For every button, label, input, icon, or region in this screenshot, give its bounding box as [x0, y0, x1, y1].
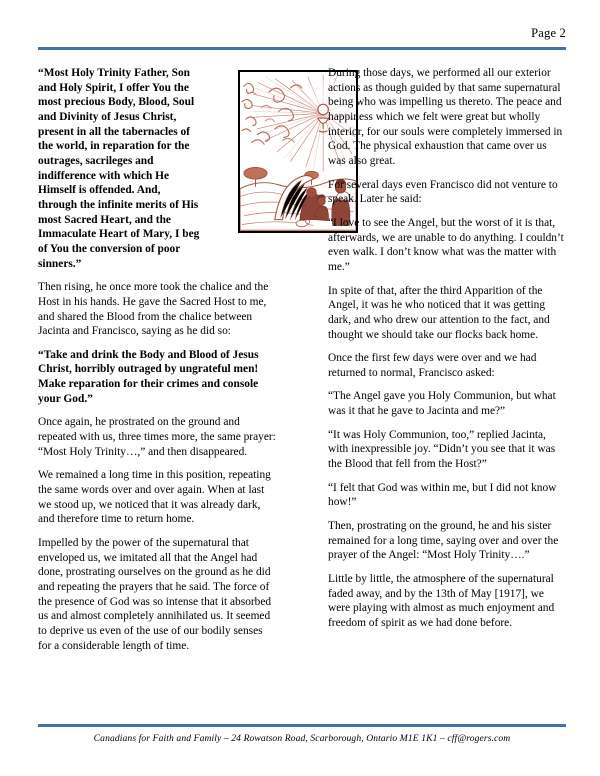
paragraph-take-and-drink: “Take and drink the Body and Blood of Jesus Christ, horribly outraged by ungrateful men! Make reparation for their crimes and console your God.” — [38, 348, 259, 405]
paragraph-it-was-holy-communion: “It was Holy Communion, too,” replied Jacinta, with inexpressible joy. “Didn’t you see that it was the Blood that fell from the Host?” — [328, 428, 556, 471]
page-header — [38, 26, 566, 54]
paragraph-the-angel-gave-you: “The Angel gave you Holy Communion, but what was it that he gave to Jacinta and me?” — [328, 390, 556, 418]
paragraph-for-several-days: For several days even Francisco did not venture to speak. Later he said: — [328, 178, 558, 206]
paragraph-little-by-little: Little by little, the atmosphere of the supernatural faded away, and by the 13th of May [1917], we were playing with almost as much enjoyment and freedom of spirit as we had done before. — [328, 573, 555, 629]
paragraph-we-remained: We remained a long time in this position, repeating the same words over and over again. When at last we stood up, we noticed that it was already dark, and therefore time to return home. — [38, 469, 271, 526]
footer-rule — [38, 724, 566, 727]
header-rule — [38, 47, 566, 50]
right-text-column — [328, 66, 566, 640]
paragraph-i-love-to-see: “I love to see the Angel, but the worst of it is that, afterwards, we are unable to do anything. I couldn’t even walk. I don’t know what was the matter with me.” — [328, 216, 564, 273]
page-body — [38, 66, 566, 710]
paragraph-then-rising: Then rising, he once more took the chalice and the Host in his hands. He gave the Sacred Host to me, and shared the Blood from the chalice between Jacinta and Francisco, saying as he did so: — [38, 281, 269, 338]
page-number: Page 2 — [531, 26, 566, 40]
paragraph-i-felt-that-god: “I felt that God was within me, but I did not know how!” — [328, 481, 557, 509]
paragraph-once-first-few-days: Once the first few days were over and we had returned to normal, Francisco asked: — [328, 352, 537, 379]
paragraph-in-spite-of-that: In spite of that, after the third Apparition of the Angel, it was he who noticed that it was getting dark, and who drew our attention to the fact, and thought we should take our flocks back home. — [328, 284, 550, 341]
paragraph-during-those-days: During those days, we performed all our exterior actions as though guided by that same supernatural being who was impelling us thereto. The peace and happiness which we felt were great but wholly interior, for our souls were completely immersed in God. The physical exhaustion that came over us was also great. — [328, 67, 563, 167]
paragraph-impelled-by-power: Impelled by the power of the supernatural that enveloped us, we imitated all that the Angel had done, prostrating ourselves on the ground as he did and repeating the prayers that he said. The force of the presence of God was so intense that it absorbed us and almost completely annihilated us. It seemed to deprive us even of the use of our bodily senses for a considerable length of time. — [38, 537, 272, 652]
left-text-column — [38, 66, 276, 662]
footer-contact-line: Canadians for Faith and Family – 24 Rowatson Road, Scarborough, Ontario M1E 1K1 – cff@rogers.com — [93, 733, 511, 744]
paragraph-prayer-trinity: “Most Holy Trinity Father, Son and Holy Spirit, I offer You the most precious Body, Blood, Soul and Divinity of Jesus Christ, present in all the tabernacles of the world, in reparation for the outrages, sacrileges and indifference with which He Himself is offended. And, through the infinite merits of His most Sacred Heart, and the Immaculate Heart of Mary, I beg of You the conversion of poor sinners.” — [38, 67, 200, 270]
paragraph-then-prostrating: Then, prostrating on the ground, he and his sister remained for a long time, saying over and over the prayer of the Angel: “Most Holy Trinity….” — [328, 520, 559, 562]
paragraph-once-again: Once again, he prostrated on the ground and repeated with us, three times more, the same prayer: “Most Holy Trinity…,” and then disappeared. — [38, 416, 276, 458]
